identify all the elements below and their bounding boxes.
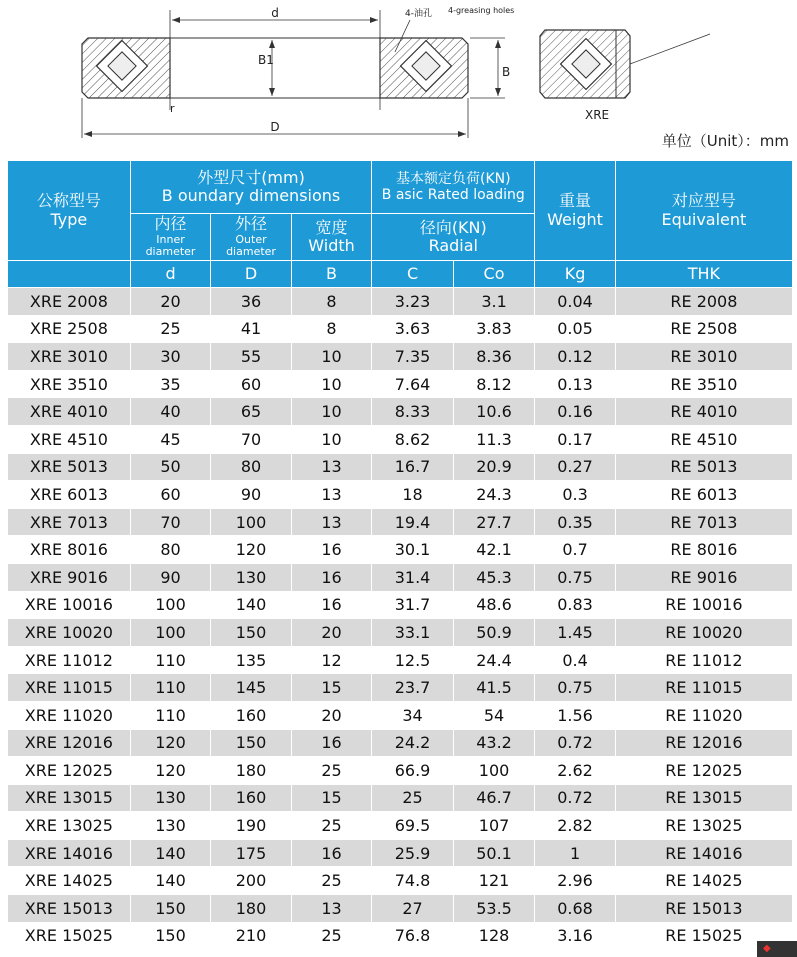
header-dims-en: B oundary dimensions (161, 186, 341, 205)
cell-type: XRE 9016 (8, 564, 130, 591)
cell-equivalent: RE 5013 (616, 454, 792, 481)
table-row (8, 730, 792, 757)
cell-width-B: 20 (292, 619, 372, 646)
cell-type: XRE 10020 (8, 619, 130, 646)
cell-width-B: 8 (292, 316, 372, 343)
cell-inner-d: 45 (131, 426, 211, 453)
cell-type: XRE 15025 (8, 923, 130, 950)
cell-equivalent: RE 14025 (616, 867, 792, 894)
header-inner-en: Inner diameter (145, 232, 196, 259)
cell-inner-d: 110 (131, 702, 211, 729)
dim-d-label: d (271, 6, 279, 20)
cell-width-B: 16 (292, 840, 372, 867)
cell-weight: 0.16 (535, 398, 615, 425)
cell-weight: 0.83 (535, 592, 615, 619)
cell-load-Co: 42.1 (454, 536, 535, 563)
table-row (8, 812, 792, 839)
header-width-cn: 宽度 (315, 217, 348, 237)
cell-load-C: 24.2 (372, 730, 453, 757)
header-outer (211, 214, 291, 260)
header-equiv-en: Equivalent (661, 209, 747, 229)
cell-load-Co: 24.3 (454, 481, 535, 508)
cell-equivalent: RE 2008 (616, 288, 792, 315)
cell-inner-d: 50 (131, 454, 211, 481)
cell-load-C: 34 (372, 702, 453, 729)
header-outer-cn: 外径 (235, 214, 268, 234)
cell-load-Co: 121 (454, 867, 535, 894)
cell-outer-D: 55 (211, 343, 291, 370)
cell-weight: 0.13 (535, 371, 615, 398)
header-weight-en: Weight (547, 209, 603, 229)
cell-load-C: 33.1 (372, 619, 453, 646)
cell-inner-d: 120 (131, 757, 211, 784)
cell-outer-D: 135 (211, 647, 291, 674)
header-sym-type-blank (8, 261, 130, 287)
cell-outer-D: 65 (211, 398, 291, 425)
cell-load-Co: 100 (454, 757, 535, 784)
table-row (8, 619, 792, 646)
cell-type: XRE 10016 (8, 592, 130, 619)
cell-load-C: 23.7 (372, 674, 453, 701)
cell-inner-d: 100 (131, 592, 211, 619)
cell-type: XRE 2508 (8, 316, 130, 343)
cell-outer-D: 145 (211, 674, 291, 701)
table-row (8, 509, 792, 536)
cell-weight: 3.16 (535, 923, 615, 950)
cell-type: XRE 4510 (8, 426, 130, 453)
cell-load-C: 12.5 (372, 647, 453, 674)
cell-type: XRE 14025 (8, 867, 130, 894)
cell-outer-D: 41 (211, 316, 291, 343)
cell-inner-d: 40 (131, 398, 211, 425)
cell-load-C: 76.8 (372, 923, 453, 950)
cell-outer-D: 36 (211, 288, 291, 315)
cell-outer-D: 60 (211, 371, 291, 398)
cell-outer-D: 180 (211, 895, 291, 922)
header-sym-Co: Co (454, 261, 535, 287)
cell-equivalent: RE 14016 (616, 840, 792, 867)
header-type-en: Type (50, 209, 88, 229)
table-row (8, 454, 792, 481)
cell-load-C: 27 (372, 895, 453, 922)
cell-outer-D: 190 (211, 812, 291, 839)
table-row (8, 757, 792, 784)
cell-weight: 0.35 (535, 509, 615, 536)
cell-outer-D: 160 (211, 785, 291, 812)
cell-inner-d: 110 (131, 647, 211, 674)
cell-load-Co: 24.4 (454, 647, 535, 674)
cell-width-B: 16 (292, 536, 372, 563)
cell-load-Co: 107 (454, 812, 535, 839)
cell-width-B: 10 (292, 426, 372, 453)
dim-B-label: B (502, 65, 511, 79)
cell-width-B: 20 (292, 702, 372, 729)
cell-equivalent: RE 13025 (616, 812, 792, 839)
cell-weight: 0.72 (535, 730, 615, 757)
table-row (8, 288, 792, 315)
cell-outer-D: 100 (211, 509, 291, 536)
cell-outer-D: 150 (211, 730, 291, 757)
table-row (8, 785, 792, 812)
cell-type: XRE 7013 (8, 509, 130, 536)
cell-width-B: 13 (292, 895, 372, 922)
cell-weight: 0.27 (535, 454, 615, 481)
cell-inner-d: 130 (131, 812, 211, 839)
table-row (8, 371, 792, 398)
cell-type: XRE 6013 (8, 481, 130, 508)
cell-type: XRE 13025 (8, 812, 130, 839)
header-outer-en: Outer diameter (226, 232, 276, 259)
cell-width-B: 16 (292, 592, 372, 619)
cell-type: XRE 12025 (8, 757, 130, 784)
cell-weight: 1.56 (535, 702, 615, 729)
cell-equivalent: RE 12025 (616, 757, 792, 784)
table-row (8, 702, 792, 729)
cell-type: XRE 12016 (8, 730, 130, 757)
cell-width-B: 10 (292, 371, 372, 398)
cell-type: XRE 11020 (8, 702, 130, 729)
cell-weight: 0.72 (535, 785, 615, 812)
cell-weight: 2.62 (535, 757, 615, 784)
cell-inner-d: 80 (131, 536, 211, 563)
table-row (8, 316, 792, 343)
cell-width-B: 13 (292, 481, 372, 508)
greasing-holes-label: 4-greasing holes (448, 6, 515, 15)
cell-outer-D: 175 (211, 840, 291, 867)
header-load-en: B asic Rated loading (381, 187, 525, 203)
oil-holes-label: 4-油孔 (405, 9, 432, 19)
header-sym-D: D (211, 261, 291, 287)
cell-load-C: 3.23 (372, 288, 453, 315)
cell-equivalent: RE 10020 (616, 619, 792, 646)
cell-weight: 0.05 (535, 316, 615, 343)
cell-type: XRE 3510 (8, 371, 130, 398)
dim-B1-label: B1 (258, 53, 274, 67)
cell-equivalent: RE 15013 (616, 895, 792, 922)
cell-outer-D: 200 (211, 867, 291, 894)
cell-equivalent: RE 3510 (616, 371, 792, 398)
cell-weight: 2.82 (535, 812, 615, 839)
cell-outer-D: 140 (211, 592, 291, 619)
cell-load-Co: 45.3 (454, 564, 535, 591)
cell-width-B: 10 (292, 343, 372, 370)
cell-load-Co: 54 (454, 702, 535, 729)
cell-load-Co: 48.6 (454, 592, 535, 619)
header-radial (372, 214, 534, 260)
cell-inner-d: 140 (131, 867, 211, 894)
cell-inner-d: 120 (131, 730, 211, 757)
cell-width-B: 13 (292, 509, 372, 536)
cell-equivalent: RE 13015 (616, 785, 792, 812)
cell-load-Co: 20.9 (454, 454, 535, 481)
cell-equivalent: RE 9016 (616, 564, 792, 591)
cell-width-B: 25 (292, 867, 372, 894)
cell-type: XRE 11015 (8, 674, 130, 701)
cell-equivalent: RE 2508 (616, 316, 792, 343)
cell-width-B: 16 (292, 564, 372, 591)
cell-load-C: 3.63 (372, 316, 453, 343)
xre-label: XRE (585, 108, 610, 122)
table-row (8, 840, 792, 867)
table-row (8, 592, 792, 619)
section-right (380, 38, 468, 98)
header-weight-cn: 重量 (559, 191, 592, 211)
header-type (8, 161, 130, 260)
cell-load-Co: 50.1 (454, 840, 535, 867)
section-left (82, 38, 170, 98)
header-sym-d: d (131, 261, 211, 287)
dim-D-label: D (270, 120, 280, 134)
table-row (8, 426, 792, 453)
header-equivalent (616, 161, 792, 260)
cell-load-Co: 8.12 (454, 371, 535, 398)
cell-load-Co: 3.83 (454, 316, 535, 343)
cell-equivalent: RE 11020 (616, 702, 792, 729)
cell-outer-D: 150 (211, 619, 291, 646)
cell-inner-d: 30 (131, 343, 211, 370)
cell-outer-D: 90 (211, 481, 291, 508)
unit-label: 单位（Unit）：mm (661, 132, 789, 150)
dim-r-label: r (170, 102, 175, 115)
header-load-cn: 基本额定负荷(KN) (396, 170, 511, 187)
cell-equivalent: RE 10016 (616, 592, 792, 619)
cell-outer-D: 210 (211, 923, 291, 950)
header-equiv-cn: 对应型号 (671, 191, 736, 211)
spec-table-body (8, 288, 792, 949)
cell-type: XRE 15013 (8, 895, 130, 922)
cell-weight: 0.7 (535, 536, 615, 563)
cell-width-B: 15 (292, 785, 372, 812)
cell-inner-d: 25 (131, 316, 211, 343)
header-load (372, 161, 534, 213)
cell-weight: 0.17 (535, 426, 615, 453)
cell-weight: 1.45 (535, 619, 615, 646)
cell-equivalent: RE 4010 (616, 398, 792, 425)
cell-equivalent: RE 6013 (616, 481, 792, 508)
cell-type: XRE 2008 (8, 288, 130, 315)
cell-width-B: 15 (292, 674, 372, 701)
cell-load-Co: 46.7 (454, 785, 535, 812)
cell-load-Co: 50.9 (454, 619, 535, 646)
cell-type: XRE 13015 (8, 785, 130, 812)
cell-inner-d: 90 (131, 564, 211, 591)
cell-weight: 0.12 (535, 343, 615, 370)
cell-load-Co: 53.5 (454, 895, 535, 922)
header-weight (535, 161, 615, 260)
table-row (8, 867, 792, 894)
cell-outer-D: 70 (211, 426, 291, 453)
cell-type: XRE 3010 (8, 343, 130, 370)
cell-weight: 2.96 (535, 867, 615, 894)
cell-outer-D: 120 (211, 536, 291, 563)
header-type-cn: 公称型号 (36, 191, 101, 211)
cell-width-B: 16 (292, 730, 372, 757)
table-row (8, 343, 792, 370)
cell-inner-d: 100 (131, 619, 211, 646)
cell-load-C: 19.4 (372, 509, 453, 536)
cell-inner-d: 130 (131, 785, 211, 812)
cell-weight: 0.4 (535, 647, 615, 674)
header-sym-C: C (372, 261, 453, 287)
cell-load-Co: 8.36 (454, 343, 535, 370)
cell-equivalent: RE 8016 (616, 536, 792, 563)
table-row (8, 647, 792, 674)
cell-inner-d: 140 (131, 840, 211, 867)
cell-load-C: 69.5 (372, 812, 453, 839)
corner-widget[interactable] (757, 941, 797, 957)
cell-equivalent: RE 11015 (616, 674, 792, 701)
cell-load-C: 7.64 (372, 371, 453, 398)
table-row (8, 674, 792, 701)
cell-width-B: 10 (292, 398, 372, 425)
cell-equivalent: RE 15025 (616, 923, 792, 950)
cell-equivalent: RE 4510 (616, 426, 792, 453)
spec-table (7, 160, 793, 950)
cell-equivalent: RE 11012 (616, 647, 792, 674)
cell-inner-d: 20 (131, 288, 211, 315)
cell-load-C: 8.33 (372, 398, 453, 425)
cell-load-C: 18 (372, 481, 453, 508)
cell-type: XRE 11012 (8, 647, 130, 674)
cell-load-Co: 27.7 (454, 509, 535, 536)
cell-inner-d: 150 (131, 895, 211, 922)
header-sym-Kg: Kg (535, 261, 615, 287)
corner-icon: ◆ (763, 943, 771, 954)
cell-load-Co: 10.6 (454, 398, 535, 425)
cell-load-Co: 43.2 (454, 730, 535, 757)
cell-outer-D: 80 (211, 454, 291, 481)
cell-width-B: 25 (292, 923, 372, 950)
table-row (8, 895, 792, 922)
table-row (8, 398, 792, 425)
cell-width-B: 12 (292, 647, 372, 674)
table-row (8, 923, 792, 950)
cell-outer-D: 130 (211, 564, 291, 591)
header-width (292, 214, 372, 260)
cell-load-C: 74.8 (372, 867, 453, 894)
cell-outer-D: 160 (211, 702, 291, 729)
xre-section-detail (540, 30, 710, 98)
cell-load-C: 25 (372, 785, 453, 812)
cell-inner-d: 150 (131, 923, 211, 950)
cell-weight: 0.75 (535, 674, 615, 701)
cell-weight: 1 (535, 840, 615, 867)
header-sym-THK: THK (616, 261, 792, 287)
cell-inner-d: 35 (131, 371, 211, 398)
table-row (8, 564, 792, 591)
cell-equivalent: RE 7013 (616, 509, 792, 536)
header-inner (131, 214, 211, 260)
header-radial-cn: 径向(KN) (419, 217, 487, 237)
cell-weight: 0.75 (535, 564, 615, 591)
cell-load-Co: 41.5 (454, 674, 535, 701)
header-radial-en: Radial (428, 236, 478, 255)
header-width-en: Width (308, 236, 355, 255)
cell-load-C: 31.7 (372, 592, 453, 619)
cell-load-C: 16.7 (372, 454, 453, 481)
cell-width-B: 8 (292, 288, 372, 315)
cell-load-C: 31.4 (372, 564, 453, 591)
cell-type: XRE 14016 (8, 840, 130, 867)
cell-width-B: 13 (292, 454, 372, 481)
cell-inner-d: 110 (131, 674, 211, 701)
cell-equivalent: RE 12016 (616, 730, 792, 757)
header-dimensions (131, 161, 372, 213)
cell-load-Co: 3.1 (454, 288, 535, 315)
cell-inner-d: 60 (131, 481, 211, 508)
cell-width-B: 25 (292, 812, 372, 839)
header-sym-B: B (292, 261, 372, 287)
cell-type: XRE 8016 (8, 536, 130, 563)
cell-inner-d: 70 (131, 509, 211, 536)
cell-weight: 0.3 (535, 481, 615, 508)
cell-load-Co: 128 (454, 923, 535, 950)
cell-equivalent: RE 3010 (616, 343, 792, 370)
header-inner-cn: 内径 (154, 214, 187, 234)
cell-load-C: 30.1 (372, 536, 453, 563)
cell-weight: 0.04 (535, 288, 615, 315)
cell-load-C: 66.9 (372, 757, 453, 784)
table-row (8, 481, 792, 508)
cell-load-C: 25.9 (372, 840, 453, 867)
cell-type: XRE 4010 (8, 398, 130, 425)
cell-width-B: 25 (292, 757, 372, 784)
cell-outer-D: 180 (211, 757, 291, 784)
cell-load-C: 8.62 (372, 426, 453, 453)
cell-type: XRE 5013 (8, 454, 130, 481)
cell-load-Co: 11.3 (454, 426, 535, 453)
cell-weight: 0.68 (535, 895, 615, 922)
header-dims-cn: 外型尺寸(mm) (197, 167, 305, 187)
table-row (8, 536, 792, 563)
cell-load-C: 7.35 (372, 343, 453, 370)
